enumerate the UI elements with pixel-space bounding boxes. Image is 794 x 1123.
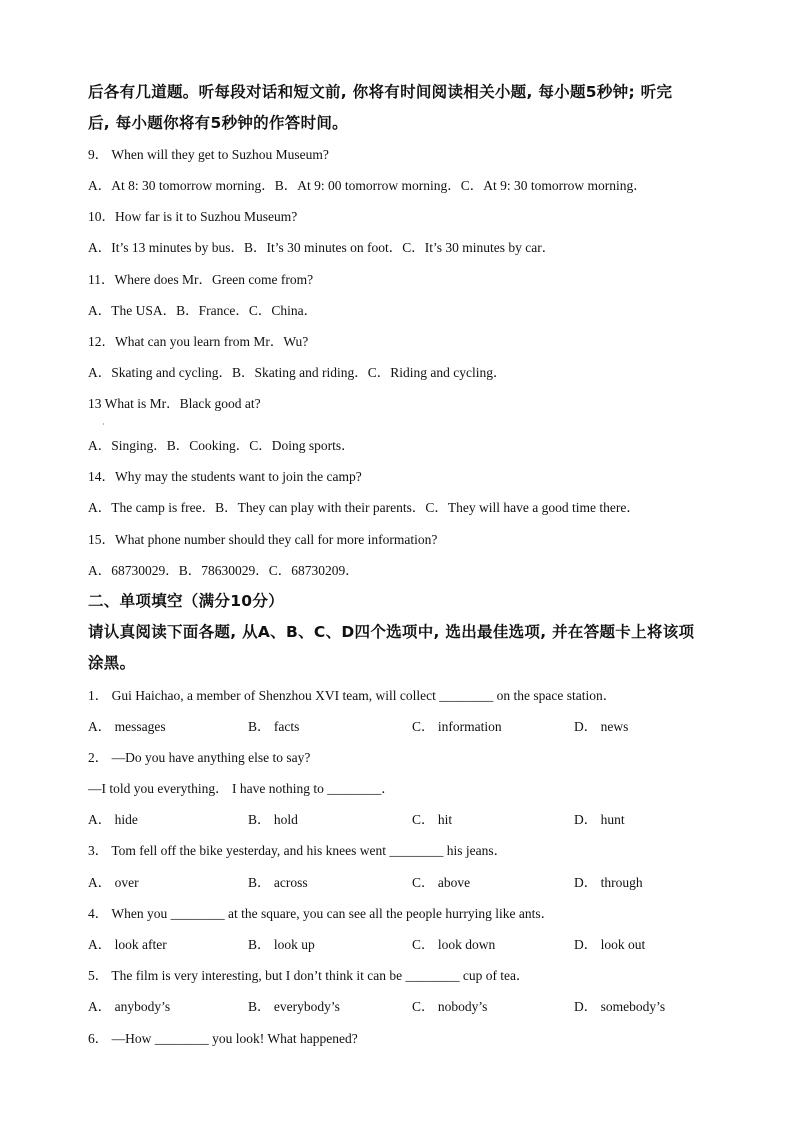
section-instruction-line2: 涂黑。 bbox=[88, 654, 136, 672]
mc1-option-d: D． news bbox=[574, 719, 629, 734]
question-12-options: A．Skating and cycling．B．Skating and riding．C．Riding and cycling． bbox=[88, 365, 507, 380]
mc3-option-d: D． through bbox=[574, 875, 643, 890]
question-11: 11．Where does Mr．Green come from? bbox=[88, 272, 314, 287]
mc3-option-b: B． across bbox=[248, 875, 308, 890]
mc-question-4: 4． When you ________ at the square, you can see all the people hurrying like ants． bbox=[88, 906, 555, 921]
mc5-option-d: D． somebody’s bbox=[574, 999, 666, 1014]
question-11-options: A．The USA．B．France．C．China． bbox=[88, 303, 318, 318]
mc-question-1: 1． Gui Haichao, a member of Shenzhou XVI team, will collect ________ on the space station． bbox=[88, 688, 617, 703]
question-10: 10．How far is it to Suzhou Museum? bbox=[88, 209, 298, 224]
mc5-option-b: B． everybody’s bbox=[248, 999, 340, 1014]
question-10-options: A．It’s 13 minutes by bus．B．It’s 30 minutes on foot．C．It’s 30 minutes by car． bbox=[88, 240, 556, 255]
mc1-option-a: A． messages bbox=[88, 719, 166, 734]
mc3-option-c: C． above bbox=[412, 875, 471, 890]
question-14-options: A．The camp is free．B．They can play with their parents．C．They will have a good time there． bbox=[88, 500, 640, 515]
mc4-option-a: A． look after bbox=[88, 937, 167, 952]
listening-instructions-line2: 后, 每小题你将有5秒钟的作答时间。 bbox=[88, 114, 348, 132]
section-instruction-line1: 请认真阅读下面各题, 从A、B、C、D四个选项中, 选出最佳选项, 并在答题卡上将该项 bbox=[88, 623, 695, 641]
mc-question-2: 2． —Do you have anything else to say? bbox=[88, 750, 311, 765]
mc-question-6: 6． —How ________ you look! What happened? bbox=[88, 1031, 358, 1046]
mc5-option-a: A． anybody’s bbox=[88, 999, 171, 1014]
mc2-option-c: C． hit bbox=[412, 812, 453, 827]
mc1-option-c: C． information bbox=[412, 719, 502, 734]
mc2-option-d: D． hunt bbox=[574, 812, 625, 827]
listening-instructions-line1: 后各有几道题。听每段对话和短文前, 你将有时间阅读相关小题, 每小题5秒钟; 听完 bbox=[88, 83, 673, 101]
stray-mark: · bbox=[102, 420, 105, 429]
mc-question-5: 5． The film is very interesting, but I don’t think it can be ________ cup of tea． bbox=[88, 968, 530, 983]
mc4-option-c: C． look down bbox=[412, 937, 496, 952]
section-heading: 二、单项填空（满分10分） bbox=[88, 592, 284, 610]
question-15-options: A．68730029．B．78630029．C．68730209． bbox=[88, 563, 359, 578]
question-15: 15．What phone number should they call for more information? bbox=[88, 532, 438, 547]
question-12: 12．What can you learn from Mr．Wu? bbox=[88, 334, 309, 349]
mc4-option-d: D． look out bbox=[574, 937, 646, 952]
question-13-options: A．Singing．B．Cooking．C．Doing sports． bbox=[88, 438, 355, 453]
mc2-option-a: A． hide bbox=[88, 812, 138, 827]
mc4-option-b: B． look up bbox=[248, 937, 315, 952]
mc5-option-c: C． nobody’s bbox=[412, 999, 488, 1014]
mc3-option-a: A． over bbox=[88, 875, 139, 890]
question-9-options: A．At 8: 30 tomorrow morning．B．At 9: 00 tomorrow morning．C．At 9: 30 tomorrow morning． bbox=[88, 178, 647, 193]
mc1-option-b: B． facts bbox=[248, 719, 300, 734]
question-9: 9． When will they get to Suzhou Museum? bbox=[88, 147, 329, 162]
question-14: 14．Why may the students want to join the camp? bbox=[88, 469, 362, 484]
question-13: 13 What is Mr．Black good at? bbox=[88, 396, 261, 411]
mc-question-2-reply: —I told you everything． I have nothing to ________． bbox=[88, 781, 395, 796]
mc-question-3: 3． Tom fell off the bike yesterday, and his knees went ________ his jeans． bbox=[88, 843, 508, 858]
mc2-option-b: B． hold bbox=[248, 812, 298, 827]
